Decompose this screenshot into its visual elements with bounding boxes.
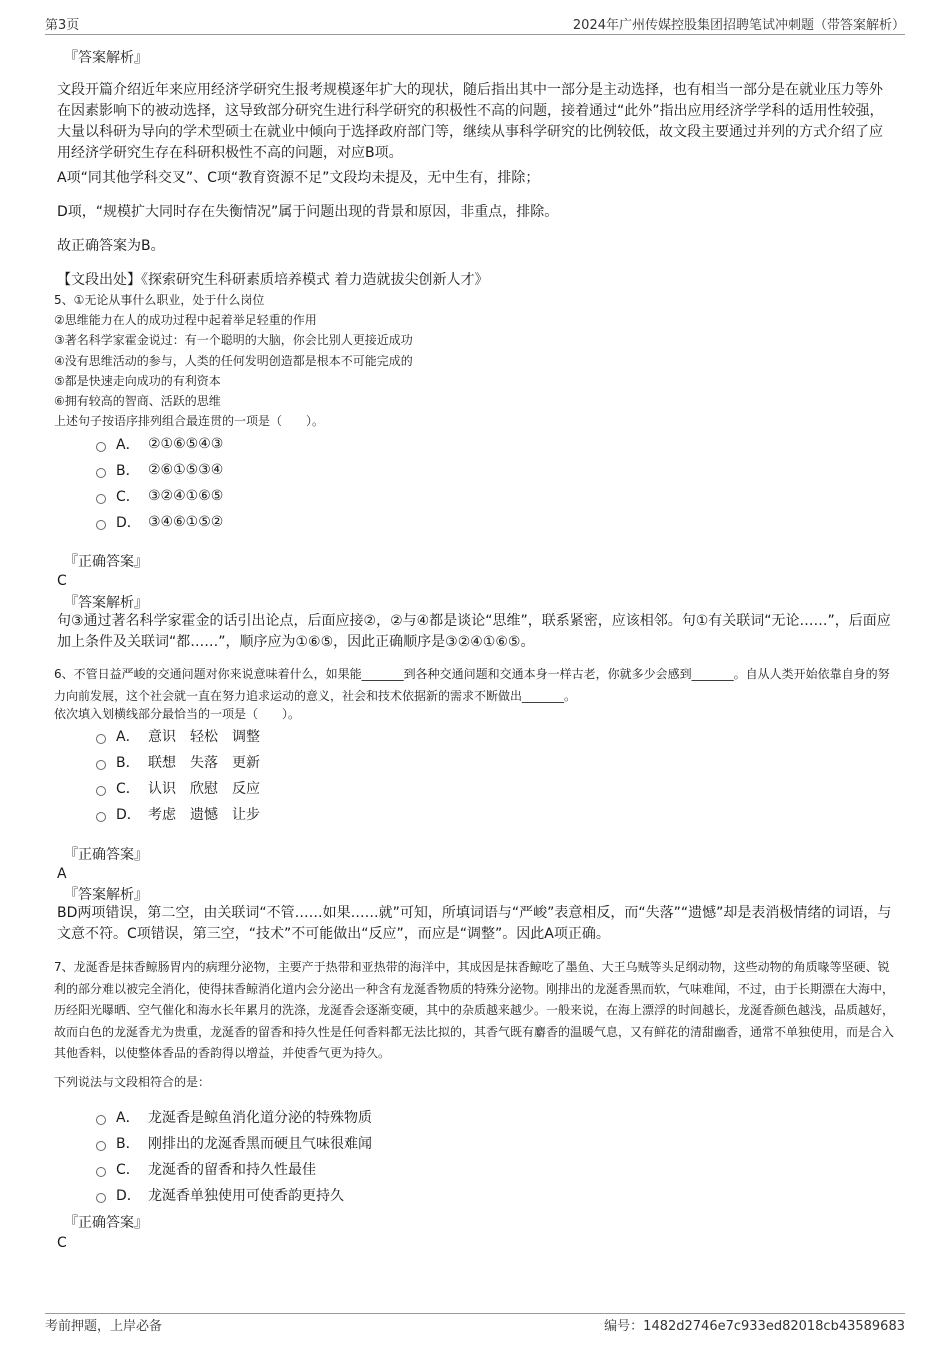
q6-option-b[interactable]: B． 联想 失落 更新 [96, 750, 274, 774]
q4-answer-conclusion: 故正确答案为B。 [57, 238, 165, 254]
q6-analysis: BD两项错误，第二空，由关联词“不管……如果……就”可知，所填词语与“严峻”表意相反，而“失落”“遗憾”却是表消极情绪的词语，与文意不符。C项错误，第三空，“技术”不可能做出“反应”，而应是“调整”。因此A项正确。 [57, 905, 892, 942]
q6-analysis-title: 『答案解析』 [64, 887, 148, 903]
radio-button[interactable] [96, 1193, 106, 1203]
q5-sentence-1: 5、①无论从事什么职业，处于什么岗位 [54, 293, 265, 307]
radio-button[interactable] [96, 1141, 106, 1151]
footer-slogan: 考前押题，上岸必备 [45, 1319, 163, 1334]
q7-answer: C [57, 1235, 67, 1251]
page-header [45, 12, 905, 35]
q7-answer-title: 『正确答案』 [64, 1215, 148, 1231]
q5-sentence-3: ③著名科学家霍金说过：有一个聪明的大脑，你会比别人更接近成功 [54, 333, 413, 347]
page-footer [45, 1313, 905, 1334]
q4-analysis-option-d: D项，“规模扩大同时存在失衡情况”属于问题出现的背景和原因，非重点，排除。 [57, 204, 559, 220]
q4-analysis-title: 『答案解析』 [64, 50, 148, 66]
radio-button[interactable] [96, 760, 106, 770]
page-number: 第3页 [45, 18, 80, 33]
q5-sentence-6: ⑥拥有较高的智商、活跃的思维 [54, 394, 221, 408]
q6-option-c[interactable]: C． 认识 欣慰 反应 [96, 776, 274, 800]
q7-prompt: 下列说法与文段相符合的是： [54, 1075, 211, 1089]
radio-button[interactable] [96, 1167, 106, 1177]
q5-sentence-5: ⑤都是快速走向成功的有利资本 [54, 374, 221, 388]
q5-option-b[interactable]: B． ②⑥①⑤③④ [96, 458, 223, 482]
radio-button[interactable] [96, 812, 106, 822]
q5-analysis: 句③通过著名科学家霍金的话引出论点，后面应接②，②与④都是谈论“思维”，联系紧密，应该相邻。句①有关联词“无论……”，后面应加上条件及关联词“都……”，顺序应为①⑥⑤，因此正确顺序是③②④①⑥⑤。 [57, 613, 891, 650]
q6-option-d[interactable]: D． 考虑 遗憾 让步 [96, 802, 274, 826]
q6-stem: 6、不管日益严峻的交通问题对你来说意味着什么，如果能_______到各种交通问题和交通本身一样古老，你就多少会感到_______。自从人类开始依靠自身的努力向前发展，这个社会就一直在努力追求运动的意义，社会和技术依据新的需求不断做出_______。 [54, 667, 890, 703]
radio-button[interactable] [96, 734, 106, 744]
radio-button[interactable] [96, 442, 106, 452]
q4-analysis-paragraph: 文段开篇介绍近年来应用经济学研究生报考规模逐年扩大的现状，随后指出其中一部分是主动选择，也有相当一部分是在就业压力等外在因素影响下的被动选择，这导致部分研究生进行科学研究的积极性不高的问题，接着通过“此外”指出应用经济学学科的适用性较强，大量以科研为导向的学术型硕士在就业中倾向于选择政府部门等，继续从事科学研究的比例较低，故文段主要通过并列的方式介绍了应用经济学研究生存在科研积极性不高的问题，对应B项。 [57, 82, 884, 161]
q5-option-a[interactable]: A． ②①⑥⑤④③ [96, 432, 223, 456]
radio-button[interactable] [96, 1115, 106, 1125]
radio-button[interactable] [96, 494, 106, 504]
q7-option-a[interactable]: A． 龙涎香是鲸鱼消化道分泌的特殊物质 [96, 1105, 372, 1129]
q6-answer: A [57, 866, 67, 882]
radio-button[interactable] [96, 468, 106, 478]
q6-option-a[interactable]: A． 意识 轻松 调整 [96, 724, 274, 748]
q7-option-d[interactable]: D． 龙涎香单独使用可使香韵更持久 [96, 1183, 344, 1207]
q6-prompt: 依次填入划横线部分最恰当的一项是（ ）。 [54, 707, 301, 721]
q5-sentence-2: ②思维能力在人的成功过程中起着举足轻重的作用 [54, 313, 317, 327]
document-code: 编号：1482d2746e7c933ed82018cb43589683 [604, 1319, 905, 1334]
document-title: 2024年广州传媒控股集团招聘笔试冲刺题（带答案解析） [572, 18, 905, 33]
q5-option-d[interactable]: D． ③④⑥①⑤② [96, 510, 223, 534]
q7-stem: 7、龙涎香是抹香鲸肠胃内的病理分泌物，主要产于热带和亚热带的海洋中，其成因是抹香鲸吃了墨鱼、大王乌贼等头足纲动物，这些动物的角质喙等坚硬、锐利的部分难以被完全消化，使得抹香鲸消化道内会分泌出一种含有龙涎香物质的特殊分泌物。刚排出的龙涎香黑而软，气味难闻，不过，由于长期漂在大海中，历经阳光曝晒、空气催化和海水长年累月的洗涤，龙涎香会逐渐变硬，其中的杂质越来越少。一般来说，在海上漂浮的时间越长，龙涎香颜色越浅，品质越好，故而白色的龙涎香尤为贵重，龙涎香的留香和持久性是任何香料都无法比拟的，其香气既有麝香的温暖气息，又有鲜花的清甜幽香，通常不单独使用，而是合入其他香料，以使整体香品的香韵得以增益，并使香气更为持久。 [54, 960, 895, 1060]
q5-sentence-4: ④没有思维活动的参与，人类的任何发明创造都是根本不可能完成的 [54, 354, 413, 368]
q5-prompt: 上述句子按语序排列组合最连贯的一项是（ ）。 [54, 414, 325, 428]
q6-answer-title: 『正确答案』 [64, 847, 148, 863]
q4-analysis-option-ac: A项“同其他学科交叉”、C项“教育资源不足”文段均未提及，无中生有，排除； [57, 170, 540, 186]
q5-answer-title: 『正确答案』 [64, 554, 148, 570]
q5-option-c[interactable]: C． ③②④①⑥⑤ [96, 484, 223, 508]
q5-analysis-title: 『答案解析』 [64, 595, 148, 611]
q7-option-c[interactable]: C． 龙涎香的留香和持久性最佳 [96, 1157, 316, 1181]
q5-answer: C [57, 573, 67, 589]
radio-button[interactable] [96, 520, 106, 530]
radio-button[interactable] [96, 786, 106, 796]
q7-option-b[interactable]: B． 刚排出的龙涎香黑而硬且气味很难闻 [96, 1131, 372, 1155]
q4-source: 【文段出处】《探索研究生科研素质培养模式 着力造就拔尖创新人才》 [57, 272, 489, 288]
